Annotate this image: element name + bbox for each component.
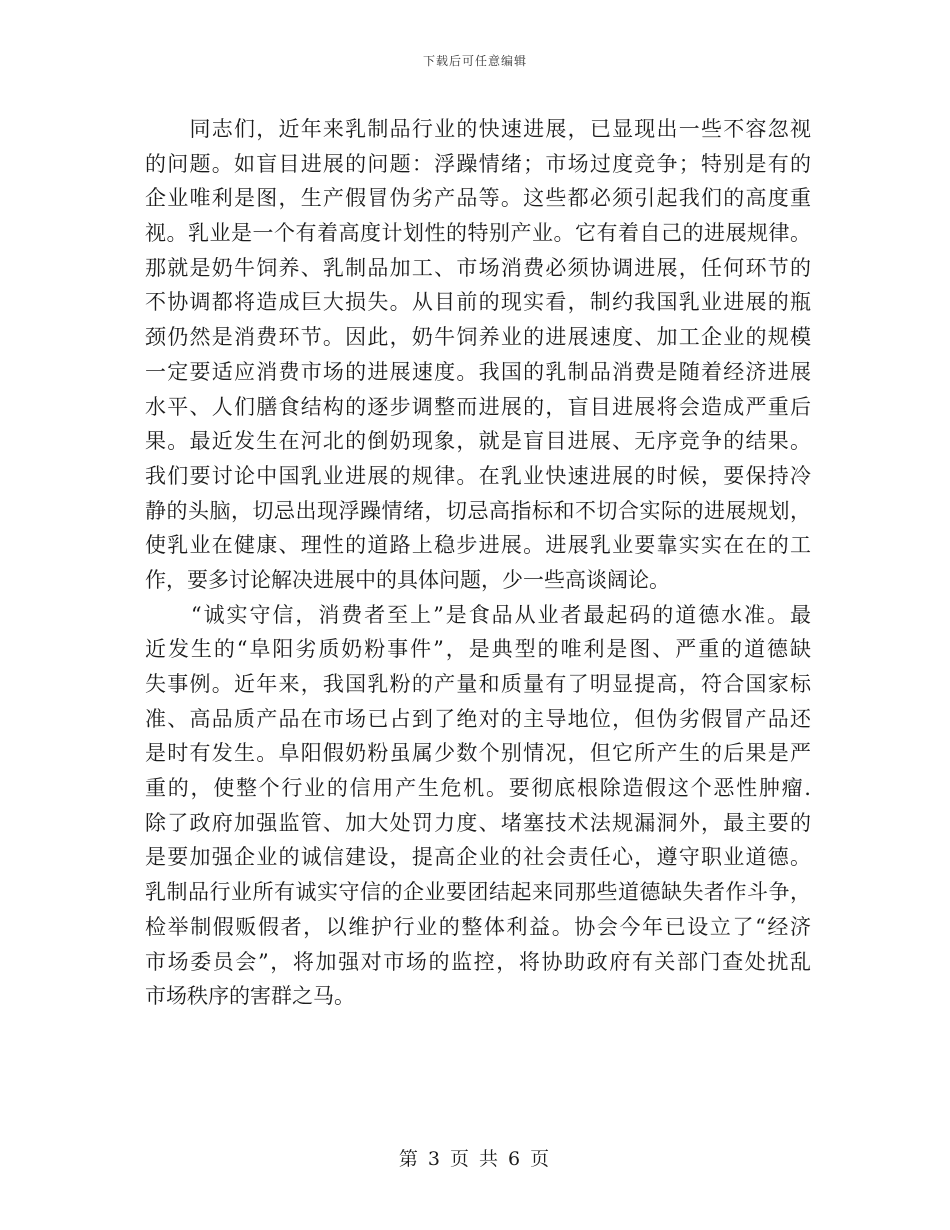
text-line: 市场秩序的害群之马。 (145, 984, 355, 1009)
text-line: 检举制假贩假者，以维护行业的整体利益。协会今年已设立了“经济 (145, 914, 811, 939)
text-line: 同志们，近年来乳制品行业的快速进展，已显现出一些不容忽视 (145, 117, 811, 141)
text-line: 一定要适应消费市场的进展速度。我国的乳制品消费是随着经济进展 (145, 359, 811, 384)
text-line: 的问题。如盲目进展的问题：浮躁情绪；市场过度竞争；特别是有的 (145, 151, 811, 176)
text-line: 颈仍然是消费环节。因此，奶牛饲养业的进展速度、加工企业的规模 (145, 325, 811, 350)
text-line: 使乳业在健康、理性的道路上稳步进展。进展乳业要靠实实在在的工 (145, 533, 811, 558)
text-line: 是时有发生。阜阳假奶粉虽属少数个别情况，但它所产生的后果是严 (145, 741, 811, 766)
text-line: 是要加强企业的诚信建设，提高企业的社会责任心，遵守职业道德。 (145, 845, 811, 870)
text-line: 失事例。近年来，我国乳粉的产量和质量有了明显提高，符合国家标 (145, 672, 811, 696)
paragraph (145, 598, 811, 1014)
text-line: 果。最近发生在河北的倒奶现象，就是盲目进展、无序竞争的结果。 (145, 429, 811, 454)
text-line: 近发生的“阜阳劣质奶粉事件”，是典型的唯利是图、严重的道德缺 (145, 637, 811, 662)
page-header: 下载后可任意编辑 (422, 54, 527, 68)
text-line: 我们要讨论中国乳业进展的规律。在乳业快速进展的时候，要保持冷 (145, 463, 811, 488)
text-line: 企业唯利是图，生产假冒伪劣产品等。这些都必须引起我们的高度重 (145, 186, 811, 211)
text-line: 静的头脑，切忌出现浮躁情绪，切忌高指标和不切合实际的进展规划， (145, 498, 811, 523)
text-line: 除了政府加强监管、加大处罚力度、堵塞技术法规漏洞外，最主要的 (145, 810, 811, 835)
text-line: 水平、人们膳食结构的逐步调整而进展的，盲目进展将会造成严重后 (145, 394, 811, 419)
text-line: 乳制品行业所有诚实守信的企业要团结起来同那些道德缺失者作斗争， (145, 880, 811, 905)
text-line: 视。乳业是一个有着高度计划性的特别产业。它有着自己的进展规律。 (145, 221, 811, 246)
text-line: 那就是奶牛饲养、乳制品加工、市场消费必须协调进展，任何环节的 (145, 255, 811, 280)
text-line: 市场委员会”，将加强对市场的监控，将协助政府有关部门查处扰乱 (145, 949, 811, 974)
document-body (145, 112, 811, 1014)
paragraph (145, 112, 811, 598)
text-line: 不协调都将造成巨大损失。从目前的现实看，制约我国乳业进展的瓶 (145, 290, 811, 315)
text-line: “诚实守信，消费者至上”是食品从业者最起码的道德水准。最 (145, 602, 811, 627)
text-line: 重的，使整个行业的信用产生危机。要彻底根除造假这个恶性肿瘤. (145, 776, 811, 801)
text-line: 作，要多讨论解决进展中的具体问题，少一些高谈阔论。 (145, 567, 670, 592)
text-line: 准、高品质产品在市场已占到了绝对的主导地位，但伪劣假冒产品还 (145, 706, 811, 731)
page-number: 第 3 页 共 6 页 (398, 1148, 552, 1170)
